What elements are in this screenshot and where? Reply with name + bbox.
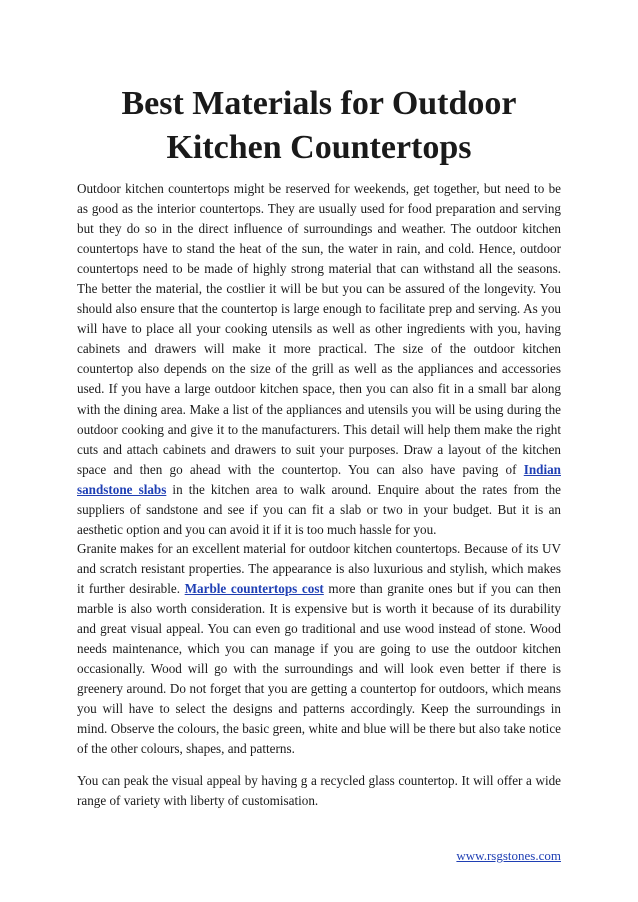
paragraph-text: Outdoor kitchen countertops might be reserved for weekends, get together, but need to be as good as the interior countertops. They are usually used for food preparation and serving but they do so in the direct influence of surroundings and weather. The outdoor kitchen countertops have to stand the heat of the sun, the water in rain, and cold. Hence, outdoor countertops need to be made of highly strong material that can withstand all the seasons. The better the material, the costlier it will be but you can be assured of the longevity. You should also ensure that the countertop is large enough to facilitate prep and serving. As you will have to place all your cooking utensils as well as other ingredients with you, having cabinets and drawers will make it more practical. The size of the outdoor kitchen countertop also depends on the size of the grill as well as the appliances and accessories used. If you have a large outdoor kitchen space, then you can also fit in a small bar along with the dining area. Make a list of the appliances and utensils you will be using during the outdoor cooking and give it to the manufacturers. This detail will help them make the right cuts and attach cabinets and drawers to suit your purposes. Draw a layout of the kitchen space and then go ahead with the countertop. You can also have paving of: [77, 181, 561, 477]
paragraph-text: more than granite ones but if you can then marble is also worth consideration. It is expensive but is worth it because of its durability and great visual appeal. You can even go traditional and use wood instead of stone. Wood needs maintenance, which you can manage if you are going to use the outdoor kitchen occasionally. Wood will go with the surroundings and will look even better if there is greenery around. Do not forget that you are getting a countertop for outdoors, which means you will have to select the designs and patterns accordingly. Keep the surroundings in mind. Observe the colours, the basic green, white and blue will be there but also take notice of the other colours, shapes, and patterns.: [77, 581, 561, 757]
paragraph-recycled-glass: You can peak the visual appeal by having g a recycled glass countertop. It will offer a wide range of variety with liberty of customisation.: [77, 773, 561, 809]
paragraph-intro: [77, 179, 561, 540]
paragraph-text: in the kitchen area to walk around. Enquire about the rates from the suppliers of sandstone and see if you can fit a slab or two in your budget. But it is an aesthetic option and you can avoid it if it is too much hassle for you.: [77, 481, 561, 537]
marble-countertops-cost-link[interactable]: Marble countertops cost: [184, 581, 324, 597]
page-title: Best Materials for Outdoor Kitchen Countertops: [121, 85, 517, 166]
indian-sandstone-slabs-link[interactable]: Indian sandstone slabs: [77, 461, 561, 497]
footer-website-link[interactable]: www.rsgstones.com: [456, 848, 561, 863]
paragraph-text: Granite makes for an excellent material for outdoor kitchen countertops. Because of its UV and scratch resistant properties. The appearance is also luxurious and stylish, which makes it further desirable.: [77, 541, 561, 597]
paragraph-materials: [77, 539, 561, 760]
